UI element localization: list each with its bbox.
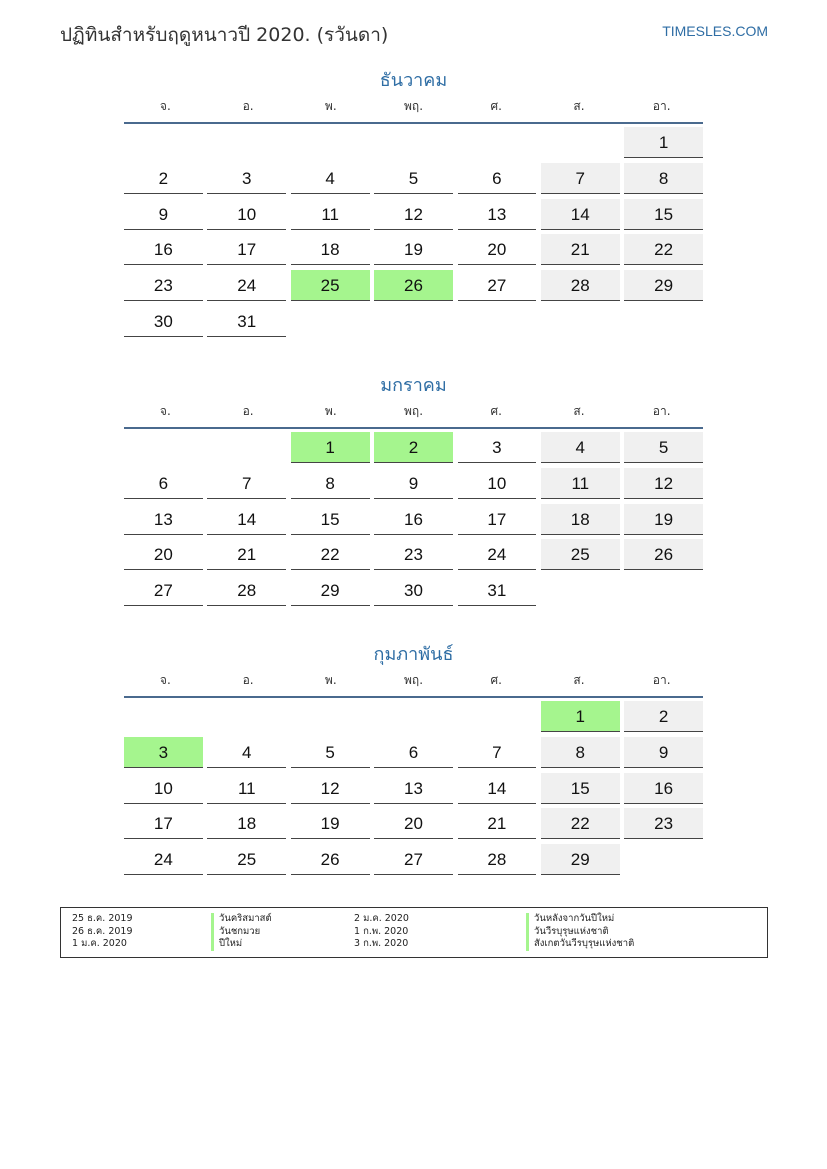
day-cell: 14 — [458, 773, 537, 804]
week-row — [124, 234, 703, 270]
empty-day-cell — [541, 306, 620, 337]
weekday-label: ศ. — [490, 404, 502, 418]
weekday-label: พ. — [324, 673, 337, 687]
day-cell: 20 — [374, 808, 453, 839]
week-row — [124, 701, 703, 737]
legend-date: 3 ก.พ. 2020 — [354, 938, 409, 949]
day-cell: 8 — [624, 163, 703, 194]
day-cell: 31 — [207, 306, 286, 337]
day-cell: 25 — [541, 539, 620, 570]
day-cell: 15 — [291, 504, 370, 535]
weekday-label: อ. — [242, 673, 254, 687]
day-cell: 29 — [291, 575, 370, 606]
legend-column-right-names — [526, 913, 634, 951]
day-cell: 1 — [624, 127, 703, 158]
weekday-header — [124, 96, 703, 124]
holiday-day-cell: 25 — [291, 270, 370, 301]
day-cell: 16 — [124, 234, 203, 265]
empty-day-cell — [207, 127, 286, 158]
day-cell: 2 — [124, 163, 203, 194]
day-cell: 11 — [207, 773, 286, 804]
empty-day-cell — [291, 701, 370, 732]
day-cell: 14 — [207, 504, 286, 535]
month-calendar-february — [124, 640, 703, 880]
legend-holiday-name: ปีใหม่ — [211, 938, 272, 951]
empty-day-cell — [541, 575, 620, 606]
holiday-day-cell: 2 — [374, 432, 453, 463]
day-cell: 9 — [124, 199, 203, 230]
day-cell: 16 — [624, 773, 703, 804]
weekday-label: อ. — [242, 404, 254, 418]
month-calendar-january — [124, 371, 703, 611]
day-cell: 3 — [458, 432, 537, 463]
weekday-label: อ. — [242, 99, 254, 113]
weekday-label: ศ. — [490, 99, 502, 113]
week-row — [124, 539, 703, 575]
day-cell: 5 — [374, 163, 453, 194]
day-cell: 29 — [541, 844, 620, 875]
day-cell: 13 — [124, 504, 203, 535]
day-cell: 18 — [207, 808, 286, 839]
day-cell: 10 — [207, 199, 286, 230]
day-cell: 26 — [624, 539, 703, 570]
weekday-label: พ. — [324, 99, 337, 113]
brand-link[interactable]: TIMESLES.COM — [662, 23, 768, 39]
holiday-day-cell: 1 — [291, 432, 370, 463]
day-cell: 10 — [124, 773, 203, 804]
week-row — [124, 199, 703, 235]
week-row — [124, 773, 703, 809]
weekday-label: พ. — [324, 404, 337, 418]
legend-column-left-names — [211, 913, 272, 951]
day-cell: 6 — [124, 468, 203, 499]
week-row — [124, 808, 703, 844]
day-cell: 15 — [541, 773, 620, 804]
day-cell: 23 — [124, 270, 203, 301]
weekday-label: ส. — [573, 404, 585, 418]
day-cell: 8 — [541, 737, 620, 768]
day-cell: 24 — [458, 539, 537, 570]
empty-day-cell — [207, 432, 286, 463]
day-cell: 27 — [374, 844, 453, 875]
day-cell: 14 — [541, 199, 620, 230]
week-row — [124, 163, 703, 199]
legend-holiday-name: สังเกตวันวีรบุรุษแห่งชาติ — [526, 938, 634, 951]
weekday-label: พฤ. — [404, 673, 424, 687]
legend-date: 2 ม.ค. 2020 — [354, 913, 409, 924]
day-cell: 21 — [541, 234, 620, 265]
day-cell: 10 — [458, 468, 537, 499]
empty-day-cell — [624, 575, 703, 606]
day-cell: 17 — [124, 808, 203, 839]
day-cell: 7 — [541, 163, 620, 194]
weekday-label: ส. — [573, 673, 585, 687]
day-cell: 5 — [291, 737, 370, 768]
holiday-day-cell: 1 — [541, 701, 620, 732]
week-row — [124, 468, 703, 504]
day-cell: 17 — [207, 234, 286, 265]
empty-day-cell — [458, 701, 537, 732]
empty-day-cell — [374, 701, 453, 732]
holiday-legend — [60, 907, 768, 958]
day-cell: 11 — [541, 468, 620, 499]
month-calendar-december — [124, 66, 703, 342]
day-cell: 24 — [207, 270, 286, 301]
weekday-label: พฤ. — [404, 99, 424, 113]
day-cell: 5 — [624, 432, 703, 463]
weekday-label: อา. — [652, 673, 671, 687]
legend-date: 1 ก.พ. 2020 — [354, 925, 409, 937]
day-cell: 8 — [291, 468, 370, 499]
day-cell: 22 — [291, 539, 370, 570]
week-row — [124, 844, 703, 880]
day-cell: 12 — [291, 773, 370, 804]
legend-date: 1 ม.ค. 2020 — [72, 938, 127, 949]
legend-column-right — [354, 913, 409, 951]
day-cell: 7 — [458, 737, 537, 768]
day-cell: 27 — [458, 270, 537, 301]
month-title: ธันวาคม — [379, 70, 448, 91]
empty-day-cell — [541, 127, 620, 158]
empty-day-cell — [291, 306, 370, 337]
empty-day-cell — [124, 127, 203, 158]
empty-day-cell — [458, 127, 537, 158]
day-cell: 30 — [124, 306, 203, 337]
day-cell: 3 — [207, 163, 286, 194]
weekday-label: อา. — [652, 99, 671, 113]
day-cell: 28 — [541, 270, 620, 301]
weekday-label: ส. — [573, 99, 585, 113]
day-cell: 7 — [207, 468, 286, 499]
day-cell: 4 — [207, 737, 286, 768]
week-row — [124, 504, 703, 540]
day-cell: 26 — [291, 844, 370, 875]
week-row — [124, 737, 703, 773]
legend-holiday-name: วันคริสมาสต์ — [211, 913, 272, 926]
weekday-label: ศ. — [490, 673, 502, 687]
page-title: ปฏิทินสำหรับฤดูหนาวปี 2020. (รวันดา) — [60, 24, 389, 46]
day-cell: 23 — [624, 808, 703, 839]
day-cell: 6 — [374, 737, 453, 768]
week-row — [124, 306, 703, 342]
day-cell: 23 — [374, 539, 453, 570]
day-cell: 2 — [624, 701, 703, 732]
day-cell: 6 — [458, 163, 537, 194]
day-cell: 15 — [624, 199, 703, 230]
legend-holiday-name: วันวีรบุรุษแห่งชาติ — [526, 926, 634, 939]
day-cell: 21 — [458, 808, 537, 839]
day-cell: 4 — [541, 432, 620, 463]
day-cell: 30 — [374, 575, 453, 606]
day-cell: 18 — [541, 504, 620, 535]
empty-day-cell — [124, 432, 203, 463]
weekday-label: พฤ. — [404, 404, 424, 418]
day-cell: 12 — [374, 199, 453, 230]
week-row — [124, 270, 703, 306]
day-cell: 22 — [624, 234, 703, 265]
day-cell: 18 — [291, 234, 370, 265]
month-grid — [124, 429, 703, 611]
day-cell: 29 — [624, 270, 703, 301]
day-cell: 16 — [374, 504, 453, 535]
legend-column-left — [72, 913, 133, 951]
legend-date: 26 ธ.ค. 2019 — [72, 925, 133, 937]
day-cell: 24 — [124, 844, 203, 875]
day-cell: 19 — [374, 234, 453, 265]
day-cell: 4 — [291, 163, 370, 194]
day-cell: 12 — [624, 468, 703, 499]
day-cell: 9 — [374, 468, 453, 499]
month-grid — [124, 124, 703, 342]
weekday-label: จ. — [159, 99, 171, 113]
month-title: กุมภาพันธ์ — [373, 644, 454, 665]
day-cell: 21 — [207, 539, 286, 570]
day-cell: 19 — [291, 808, 370, 839]
weekday-label: อา. — [652, 404, 671, 418]
empty-day-cell — [124, 701, 203, 732]
day-cell: 22 — [541, 808, 620, 839]
day-cell: 19 — [624, 504, 703, 535]
day-cell: 17 — [458, 504, 537, 535]
legend-date: 25 ธ.ค. 2019 — [72, 913, 133, 924]
week-row — [124, 127, 703, 163]
empty-day-cell — [374, 127, 453, 158]
weekday-label: จ. — [159, 673, 171, 687]
day-cell: 28 — [207, 575, 286, 606]
day-cell: 31 — [458, 575, 537, 606]
month-title: มกราคม — [380, 375, 447, 396]
weekday-label: จ. — [159, 404, 171, 418]
month-grid — [124, 698, 703, 880]
day-cell: 13 — [374, 773, 453, 804]
day-cell: 9 — [624, 737, 703, 768]
day-cell: 11 — [291, 199, 370, 230]
legend-holiday-name: วันหลังจากวันปีใหม่ — [526, 913, 634, 926]
day-cell: 13 — [458, 199, 537, 230]
week-row — [124, 575, 703, 611]
weekday-header — [124, 670, 703, 698]
day-cell: 25 — [207, 844, 286, 875]
empty-day-cell — [624, 306, 703, 337]
day-cell: 28 — [458, 844, 537, 875]
week-row — [124, 432, 703, 468]
empty-day-cell — [374, 306, 453, 337]
weekday-header — [124, 401, 703, 429]
empty-day-cell — [291, 127, 370, 158]
empty-day-cell — [458, 306, 537, 337]
day-cell: 20 — [458, 234, 537, 265]
day-cell: 27 — [124, 575, 203, 606]
empty-day-cell — [624, 844, 703, 875]
legend-holiday-name: วันชกมวย — [211, 926, 272, 939]
empty-day-cell — [207, 701, 286, 732]
holiday-day-cell: 26 — [374, 270, 453, 301]
day-cell: 20 — [124, 539, 203, 570]
holiday-day-cell: 3 — [124, 737, 203, 768]
